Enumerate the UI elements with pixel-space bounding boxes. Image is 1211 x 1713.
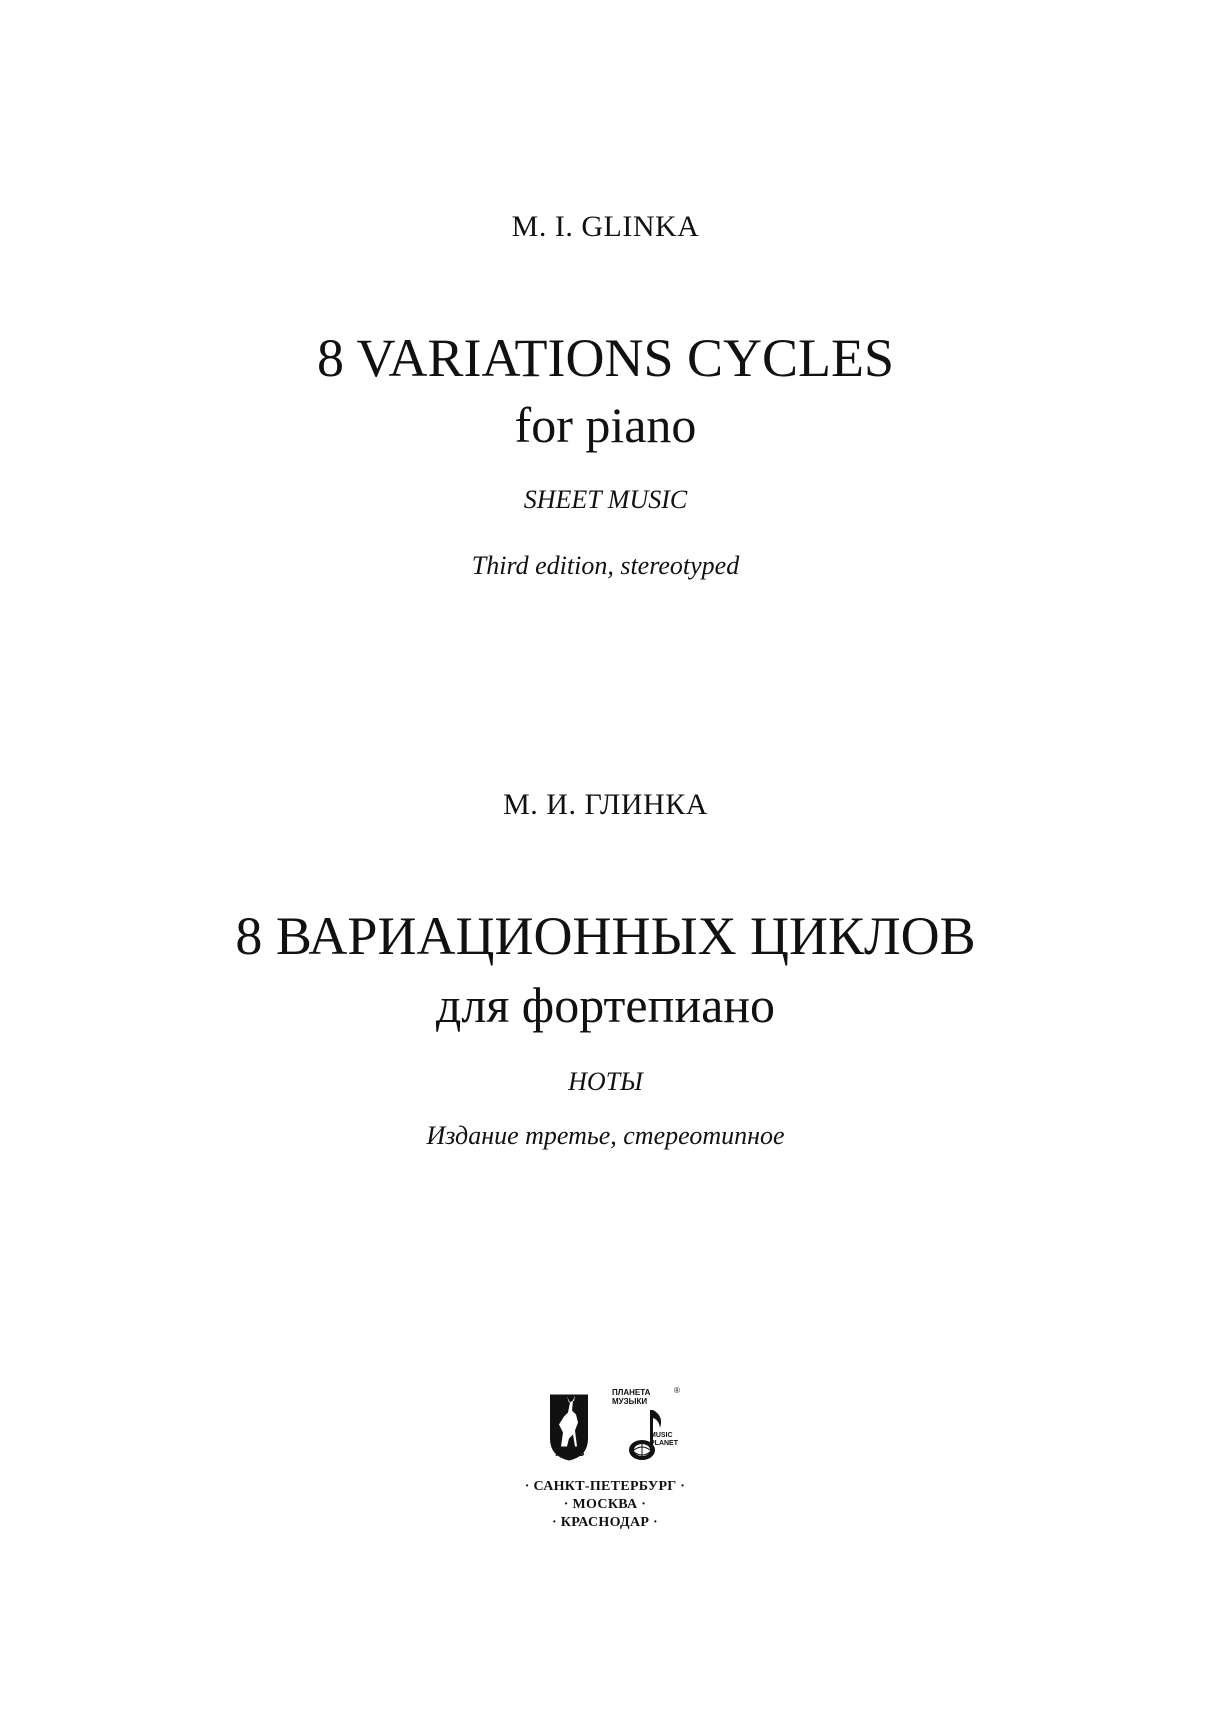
author-name-english: M. I. GLINKA bbox=[511, 210, 700, 243]
work-title-english: 8 VARIATIONS CYCLES bbox=[316, 328, 895, 388]
music-planet-logo bbox=[592, 1380, 692, 1475]
city-saint-petersburg: · САНКТ-ПЕТЕРБУРГ · bbox=[524, 1479, 686, 1494]
registered-mark: ® bbox=[674, 1386, 680, 1395]
publication-kind-russian: НОТЫ bbox=[568, 1067, 643, 1096]
city-krasnodar: · КРАСНОДАР · bbox=[551, 1515, 659, 1530]
author-name-russian: М. И. ГЛИНКА bbox=[503, 788, 708, 821]
music-planet-label-russian: ПЛАНЕТА МУЗЫКИ bbox=[612, 1388, 651, 1407]
edition-note-english: Third edition, stereotyped bbox=[471, 551, 740, 580]
lan-logo-icon bbox=[548, 1380, 592, 1475]
city-moscow: · МОСКВА · bbox=[563, 1497, 647, 1512]
work-title-russian: 8 ВАРИАЦИОННЫХ ЦИКЛОВ bbox=[235, 906, 976, 966]
music-planet-label-english: MUSIC PLANET bbox=[650, 1432, 678, 1448]
edition-note-russian: Издание третье, стереотипное bbox=[426, 1121, 785, 1150]
work-subtitle-english: for piano bbox=[514, 397, 697, 453]
work-subtitle-russian: для фортепиано bbox=[435, 977, 776, 1033]
publisher-block bbox=[520, 1380, 690, 1530]
publication-kind-english: SHEET MUSIC bbox=[523, 485, 688, 514]
lan-logo-text: ЛАНЬ bbox=[555, 1448, 585, 1459]
